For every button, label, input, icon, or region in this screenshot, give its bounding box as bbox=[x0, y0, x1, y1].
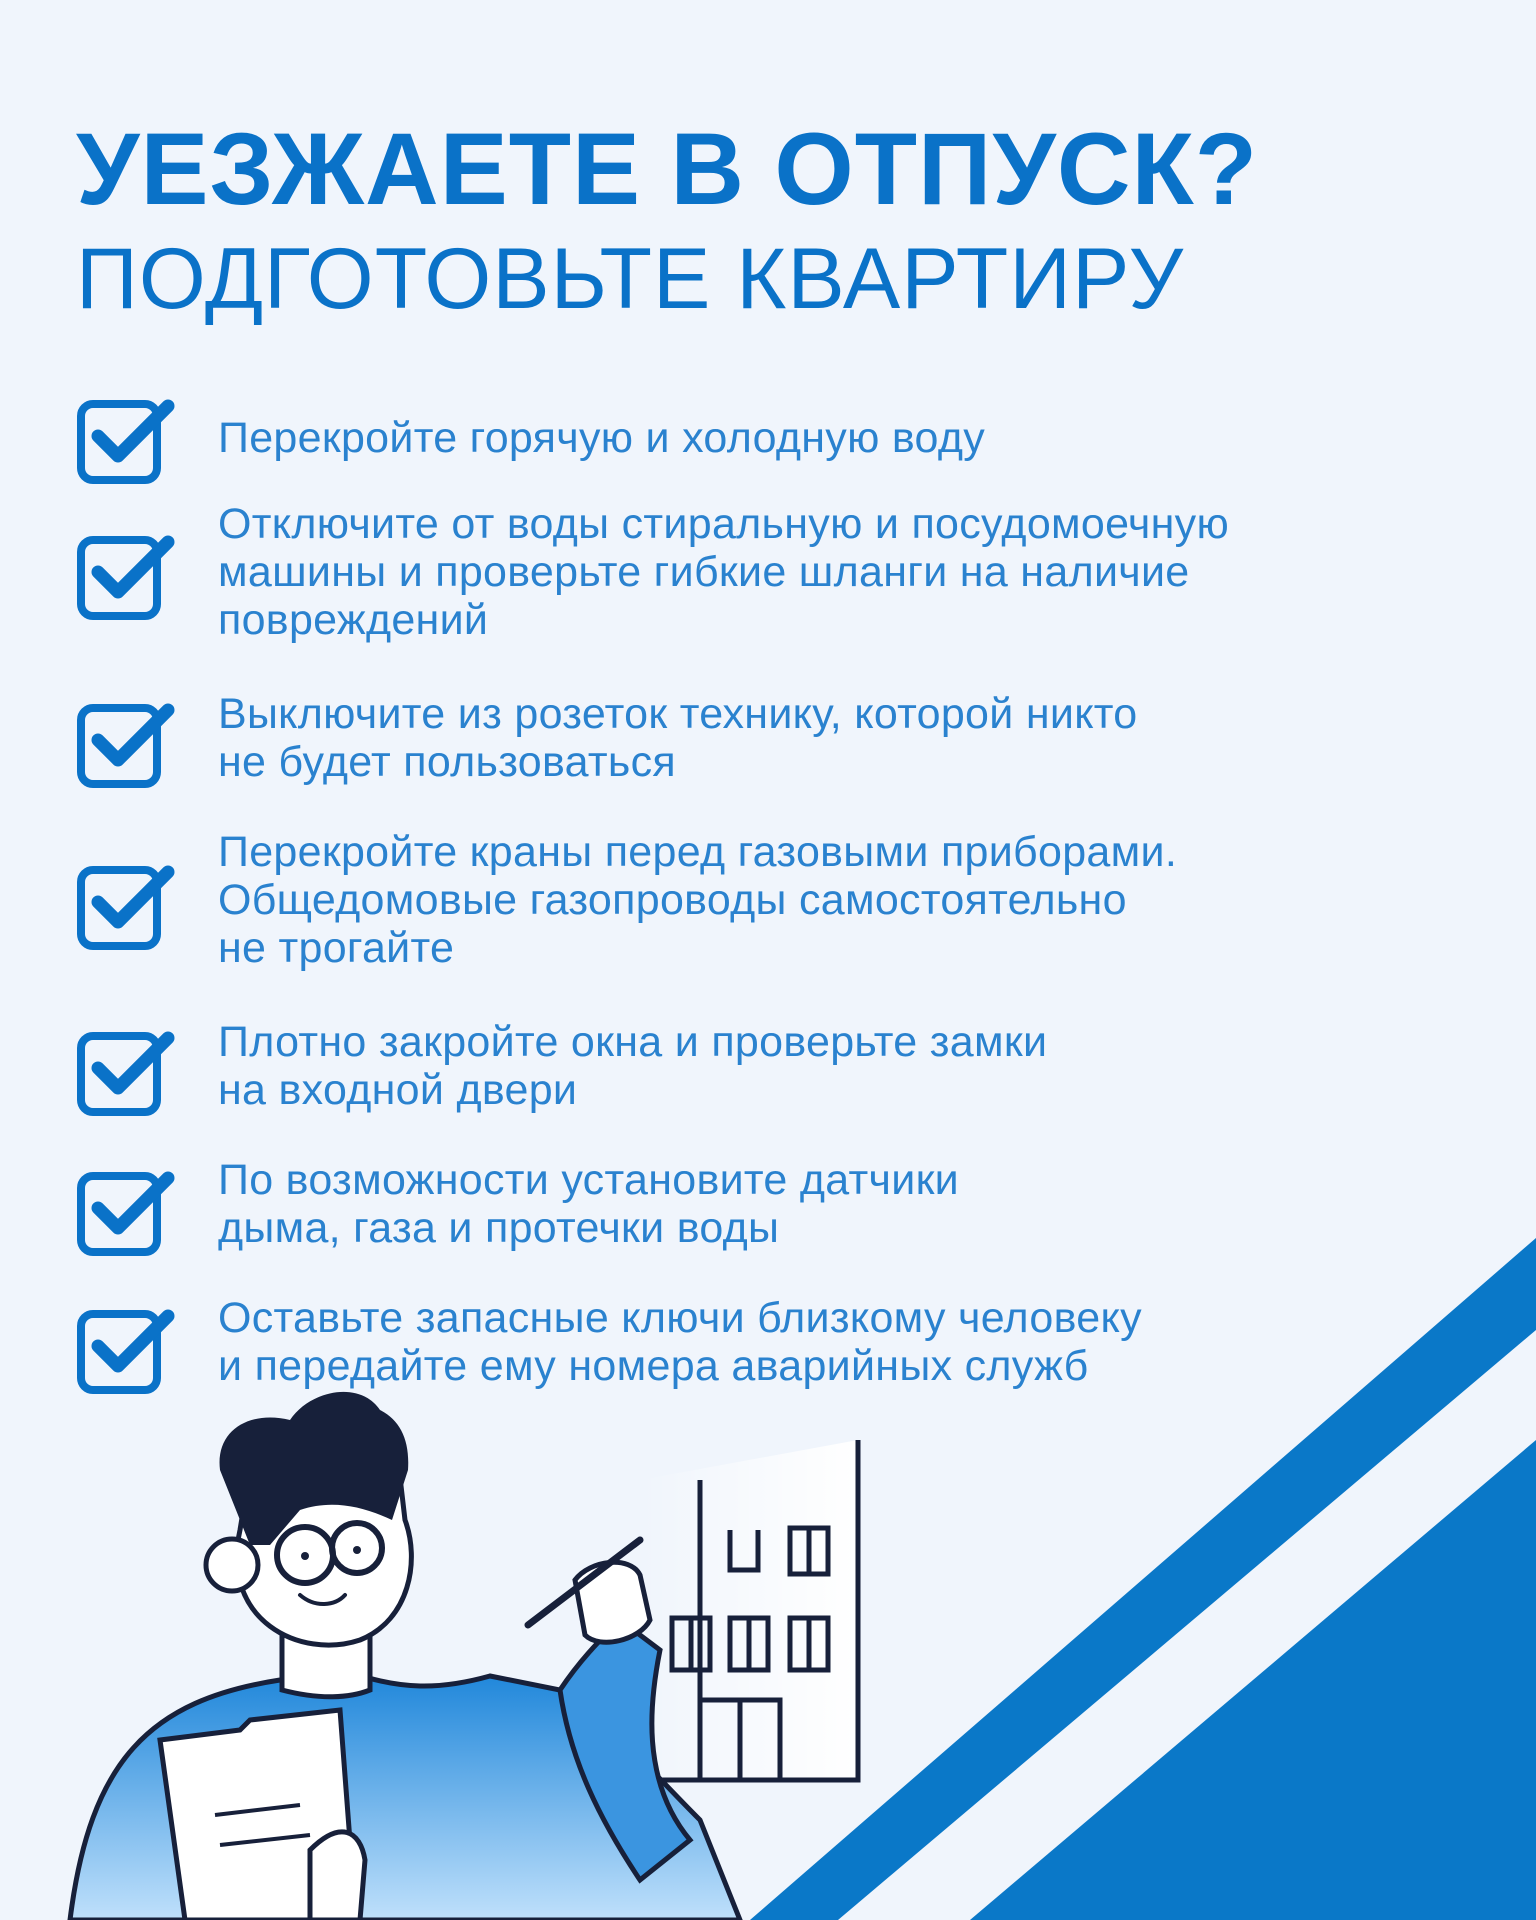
checklist-item-text: По возможности установите датчики дыма, газа и протечки воды bbox=[218, 1156, 960, 1252]
checklist-item-text: Отключите от воды стиральную и посудомоечную машины и проверьте гибкие шланги на наличие повреждений bbox=[218, 500, 1229, 644]
page-subtitle: ПОДГОТОВЬТЕ КВАРТИРУ bbox=[76, 231, 1185, 327]
documents-folder bbox=[160, 1710, 365, 1920]
checklist-item-text: Перекройте горячую и холодную воду bbox=[218, 414, 986, 462]
checklist-item-text: Оставьте запасные ключи близкому человеку и передайте ему номера аварийных служб bbox=[218, 1294, 1142, 1390]
checklist-item-text: Перекройте краны перед газовыми приборами. Общедомовые газопроводы самостоятельно не трогайте bbox=[218, 828, 1178, 972]
checklist-item-text: Плотно закройте окна и проверьте замки на входной двери bbox=[218, 1018, 1048, 1114]
hand-with-pen bbox=[528, 1540, 650, 1642]
page-title: УЕЗЖАЕТЕ В ОТПУСК? bbox=[76, 112, 1259, 226]
head bbox=[206, 1392, 411, 1645]
building-drawing bbox=[640, 1440, 858, 1780]
checklist-item-text: Выключите из розеток технику, которой никто не будет пользоваться bbox=[218, 690, 1138, 786]
